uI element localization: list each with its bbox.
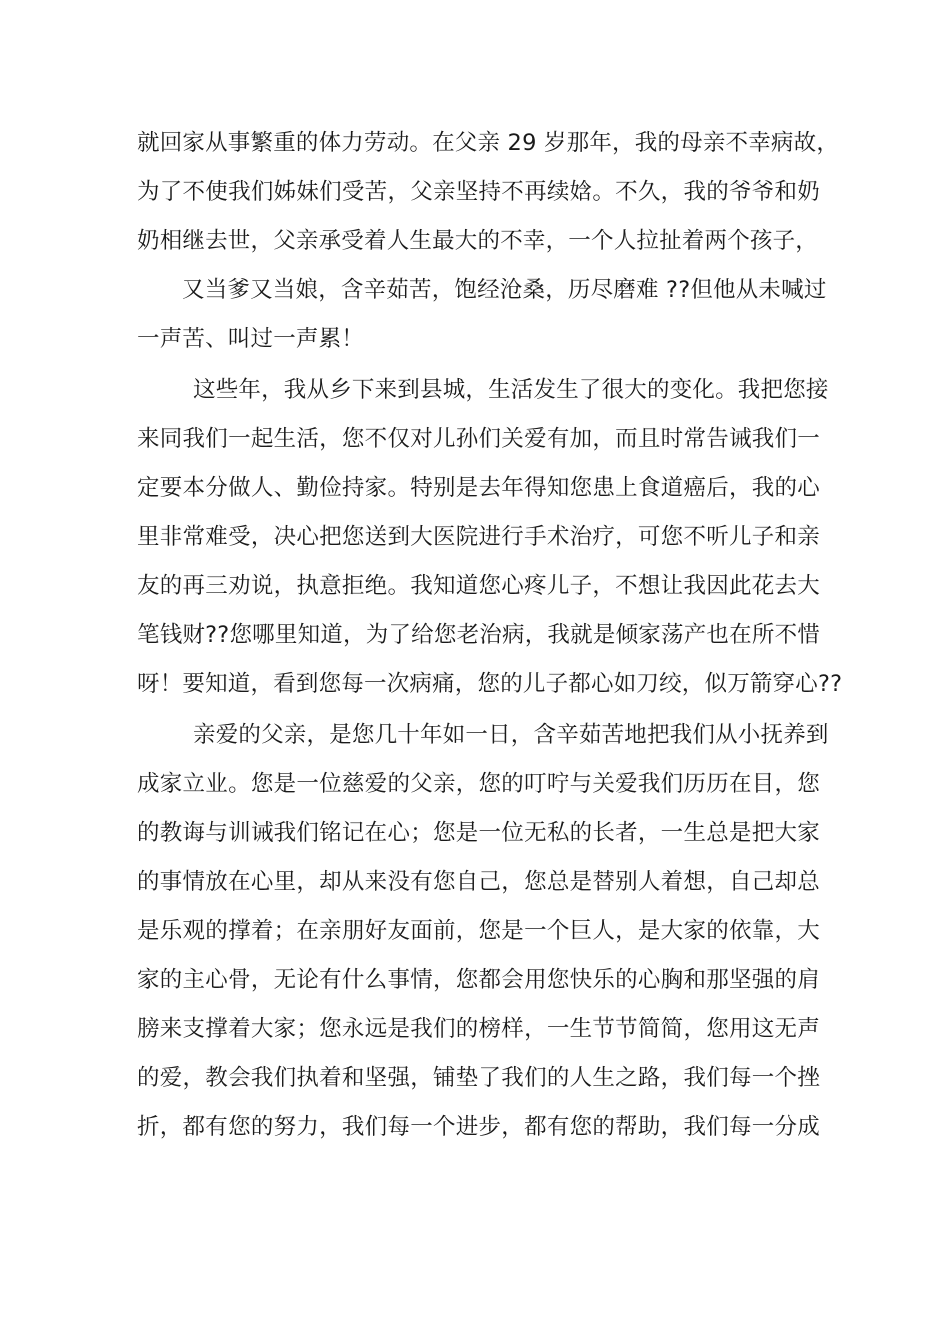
text-line-2: 为了不使我们姊妹们受苦，父亲坚持不再续娢。不久，我的爷爷和奶 xyxy=(137,179,820,205)
text-line-14: 成家立业。您是一位慈爱的父亲，您的叮咛与关爱我们历历在目，您 xyxy=(137,771,820,797)
text-line-17: 是乐观的撑着；在亲朋好友面前，您是一个巨人，是大家的依靠，大 xyxy=(137,918,820,944)
text-line-9: 里非常难受，决心把您送到大医院进行手术治疗，可您不听儿子和亲 xyxy=(137,524,820,550)
text-line-11: 笔钱财??您哪里知道，为了给您老治病，我就是倾家荡产也在所不惜 xyxy=(137,622,820,648)
text-line-20: 的爱，教会我们执着和坚强，铺垫了我们的人生之路，我们每一个挫 xyxy=(137,1065,820,1091)
text-line-5: 一声苦、叫过一声累！ xyxy=(137,326,365,352)
text-line-13-paragraph-start: 亲爱的父亲，是您几十年如一日，含辛茹苦地把我们从小抚养到 xyxy=(193,722,829,748)
text-line-10: 友的再三劝说，执意拒绝。我知道您心疼儿子，不想让我因此花去大 xyxy=(137,573,820,599)
text-line-7: 来同我们一起生活，您不仅对儿孙们关爱有加，而且时常告诫我们一 xyxy=(137,426,820,452)
text-line-15: 的教诲与训诫我们铭记在心；您是一位无私的长者，一生总是把大家 xyxy=(137,820,820,846)
text-line-4-paragraph-start: 又当爹又当娘，含辛茹苦，饱经沧桑，历尽磨难 ??但他从未喊过 xyxy=(182,277,827,303)
text-line-3: 奶相继去世，父亲承受着人生最大的不幸，一个人拉扯着两个孩子， xyxy=(137,228,819,254)
text-line-18: 家的主心骨，无论有什么事情，您都会用您快乐的心胸和那坚强的肩 xyxy=(137,967,820,993)
text-line-6-paragraph-start: 这些年，我从乡下来到县城，生活发生了很大的变化。我把您接 xyxy=(193,377,829,403)
text-line-8: 定要本分做人、勤俭持家。特别是去年得知您患上食道癌后，我的心 xyxy=(137,475,820,501)
text-line-19: 膀来支撑着大家；您永远是我们的榜样，一生节节简简，您用这无声 xyxy=(137,1016,820,1042)
text-line-21: 折，都有您的努力，我们每一个进步，都有您的帮助，我们每一分成 xyxy=(137,1114,820,1140)
text-line-12: 呀！要知道，看到您每一次病痛，您的儿子都心如刀绞，似万箭穿心?? xyxy=(137,671,843,697)
text-line-16: 的事情放在心里，却从来没有您自己，您总是替别人着想，自己却总 xyxy=(137,869,820,895)
text-line-1: 就回家从事繁重的体力劳动。在父亲 29 岁那年，我的母亲不幸病故， xyxy=(137,130,840,156)
